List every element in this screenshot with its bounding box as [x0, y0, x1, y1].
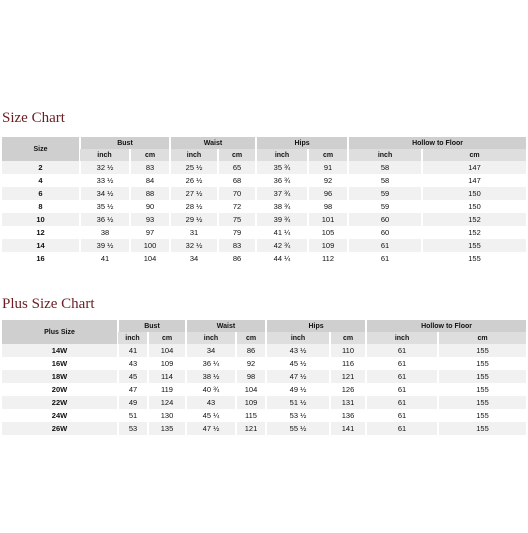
measurement-cell: 86	[236, 344, 266, 357]
measurement-cell: 60	[348, 213, 422, 226]
measurement-cell: 47 ½	[186, 422, 236, 435]
measurement-cell: 88	[130, 187, 170, 200]
size-cell: 4	[2, 174, 80, 187]
measurement-cell: 49	[118, 396, 148, 409]
measurement-cell: 41	[80, 252, 130, 265]
measurement-cell: 61	[366, 383, 438, 396]
measurement-cell: 98	[236, 370, 266, 383]
measurement-cell: 37 ¾	[256, 187, 308, 200]
group-header-waist: Waist	[186, 320, 266, 332]
measurement-cell: 61	[366, 344, 438, 357]
unit-header: inch	[170, 149, 218, 161]
measurement-cell: 124	[148, 396, 186, 409]
measurement-cell: 109	[308, 239, 348, 252]
measurement-cell: 40 ¾	[186, 383, 236, 396]
measurement-cell: 155	[422, 239, 526, 252]
unit-header: cm	[148, 332, 186, 344]
size-cell: 26W	[2, 422, 118, 435]
measurement-cell: 45 ½	[266, 357, 330, 370]
table-row	[2, 226, 526, 239]
unit-header: inch	[80, 149, 130, 161]
measurement-cell: 72	[218, 200, 256, 213]
unit-header: cm	[236, 332, 266, 344]
measurement-cell: 45	[118, 370, 148, 383]
measurement-cell: 155	[438, 383, 526, 396]
measurement-cell: 97	[130, 226, 170, 239]
measurement-cell: 34 ½	[80, 187, 130, 200]
measurement-cell: 44 ¼	[256, 252, 308, 265]
measurement-cell: 51 ½	[266, 396, 330, 409]
measurement-cell: 121	[330, 370, 366, 383]
unit-header: inch	[256, 149, 308, 161]
measurement-cell: 43	[118, 357, 148, 370]
group-header-hips: Hips	[266, 320, 366, 332]
group-header-bust: Bust	[118, 320, 186, 332]
measurement-cell: 27 ½	[170, 187, 218, 200]
table-row	[2, 370, 526, 383]
group-header-hips: Hips	[256, 137, 348, 149]
unit-header: cm	[308, 149, 348, 161]
size-cell: 18W	[2, 370, 118, 383]
measurement-cell: 115	[236, 409, 266, 422]
measurement-cell: 155	[438, 422, 526, 435]
table-row	[2, 252, 526, 265]
measurement-cell: 109	[236, 396, 266, 409]
measurement-cell: 43	[186, 396, 236, 409]
unit-header: cm	[218, 149, 256, 161]
measurement-cell: 51	[118, 409, 148, 422]
table-row	[2, 357, 526, 370]
measurement-cell: 155	[438, 344, 526, 357]
measurement-cell: 112	[308, 252, 348, 265]
measurement-cell: 38	[80, 226, 130, 239]
measurement-cell: 114	[148, 370, 186, 383]
measurement-cell: 34	[186, 344, 236, 357]
measurement-cell: 28 ½	[170, 200, 218, 213]
unit-header: inch	[366, 332, 438, 344]
unit-header: inch	[348, 149, 422, 161]
measurement-cell: 92	[236, 357, 266, 370]
unit-header: cm	[130, 149, 170, 161]
measurement-cell: 121	[236, 422, 266, 435]
measurement-cell: 59	[348, 200, 422, 213]
measurement-cell: 47 ½	[266, 370, 330, 383]
unit-header: cm	[438, 332, 526, 344]
size-cell: 22W	[2, 396, 118, 409]
table-row	[2, 396, 526, 409]
measurement-cell: 84	[130, 174, 170, 187]
table-row	[2, 187, 526, 200]
measurement-cell: 155	[438, 396, 526, 409]
size-cell: 24W	[2, 409, 118, 422]
measurement-cell: 38 ¾	[256, 200, 308, 213]
measurement-cell: 155	[438, 357, 526, 370]
measurement-cell: 150	[422, 200, 526, 213]
size-chart-title: Size Chart	[2, 110, 65, 126]
measurement-cell: 43 ½	[266, 344, 330, 357]
measurement-cell: 60	[348, 226, 422, 239]
measurement-cell: 68	[218, 174, 256, 187]
measurement-cell: 86	[218, 252, 256, 265]
measurement-cell: 83	[218, 239, 256, 252]
measurement-cell: 58	[348, 174, 422, 187]
measurement-cell: 29 ½	[170, 213, 218, 226]
measurement-cell: 152	[422, 213, 526, 226]
measurement-cell: 75	[218, 213, 256, 226]
measurement-cell: 36 ½	[80, 213, 130, 226]
measurement-cell: 34	[170, 252, 218, 265]
plus-size-chart-title: Plus Size Chart	[2, 296, 95, 312]
table-row	[2, 174, 526, 187]
measurement-cell: 104	[148, 344, 186, 357]
measurement-cell: 104	[130, 252, 170, 265]
unit-header: inch	[186, 332, 236, 344]
measurement-cell: 136	[330, 409, 366, 422]
measurement-cell: 59	[348, 187, 422, 200]
measurement-cell: 100	[130, 239, 170, 252]
measurement-cell: 135	[148, 422, 186, 435]
measurement-cell: 26 ½	[170, 174, 218, 187]
measurement-cell: 61	[348, 239, 422, 252]
measurement-cell: 104	[236, 383, 266, 396]
measurement-cell: 32 ½	[170, 239, 218, 252]
measurement-cell: 155	[438, 409, 526, 422]
size-column-header: Size	[2, 137, 80, 161]
measurement-cell: 41 ¼	[256, 226, 308, 239]
table-row	[2, 422, 526, 435]
measurement-cell: 41	[118, 344, 148, 357]
measurement-cell: 110	[330, 344, 366, 357]
measurement-cell: 91	[308, 161, 348, 174]
measurement-cell: 116	[330, 357, 366, 370]
size-cell: 20W	[2, 383, 118, 396]
size-cell: 14	[2, 239, 80, 252]
size-cell: 8	[2, 200, 80, 213]
measurement-cell: 36 ¾	[256, 174, 308, 187]
measurement-cell: 39 ¾	[256, 213, 308, 226]
size-cell: 10	[2, 213, 80, 226]
measurement-cell: 49 ½	[266, 383, 330, 396]
measurement-cell: 93	[130, 213, 170, 226]
unit-header: cm	[422, 149, 526, 161]
size-cell: 6	[2, 187, 80, 200]
measurement-cell: 131	[330, 396, 366, 409]
measurement-cell: 152	[422, 226, 526, 239]
measurement-cell: 141	[330, 422, 366, 435]
size-cell: 2	[2, 161, 80, 174]
plus-size-column-header: Plus Size	[2, 320, 118, 344]
unit-header: cm	[330, 332, 366, 344]
table-row	[2, 239, 526, 252]
group-header-waist: Waist	[170, 137, 256, 149]
measurement-cell: 61	[366, 409, 438, 422]
measurement-cell: 36 ¼	[186, 357, 236, 370]
measurement-cell: 147	[422, 174, 526, 187]
measurement-cell: 109	[148, 357, 186, 370]
measurement-cell: 35 ½	[80, 200, 130, 213]
table-row	[2, 213, 526, 226]
measurement-cell: 35 ¾	[256, 161, 308, 174]
measurement-cell: 155	[422, 252, 526, 265]
table-row	[2, 344, 526, 357]
measurement-cell: 38 ½	[186, 370, 236, 383]
measurement-cell: 101	[308, 213, 348, 226]
measurement-cell: 32 ½	[80, 161, 130, 174]
measurement-cell: 147	[422, 161, 526, 174]
measurement-cell: 25 ½	[170, 161, 218, 174]
measurement-cell: 61	[366, 357, 438, 370]
table-row	[2, 200, 526, 213]
measurement-cell: 96	[308, 187, 348, 200]
measurement-cell: 42 ¾	[256, 239, 308, 252]
measurement-cell: 55 ½	[266, 422, 330, 435]
size-cell: 12	[2, 226, 80, 239]
measurement-cell: 130	[148, 409, 186, 422]
measurement-cell: 98	[308, 200, 348, 213]
measurement-cell: 53	[118, 422, 148, 435]
unit-header: inch	[118, 332, 148, 344]
measurement-cell: 61	[348, 252, 422, 265]
measurement-cell: 83	[130, 161, 170, 174]
size-cell: 14W	[2, 344, 118, 357]
measurement-cell: 53 ½	[266, 409, 330, 422]
group-header-hollow-to-floor: Hollow to Floor	[348, 137, 526, 149]
group-header-hollow-to-floor: Hollow to Floor	[366, 320, 526, 332]
measurement-cell: 79	[218, 226, 256, 239]
measurement-cell: 61	[366, 396, 438, 409]
measurement-cell: 58	[348, 161, 422, 174]
size-cell: 16W	[2, 357, 118, 370]
measurement-cell: 39 ½	[80, 239, 130, 252]
measurement-cell: 105	[308, 226, 348, 239]
table-row	[2, 409, 526, 422]
group-header-bust: Bust	[80, 137, 170, 149]
measurement-cell: 70	[218, 187, 256, 200]
measurement-cell: 45 ¼	[186, 409, 236, 422]
size-chart-table	[2, 137, 526, 265]
measurement-cell: 31	[170, 226, 218, 239]
measurement-cell: 33 ½	[80, 174, 130, 187]
measurement-cell: 61	[366, 370, 438, 383]
measurement-cell: 47	[118, 383, 148, 396]
measurement-cell: 61	[366, 422, 438, 435]
size-cell: 16	[2, 252, 80, 265]
table-row	[2, 383, 526, 396]
measurement-cell: 92	[308, 174, 348, 187]
measurement-cell: 126	[330, 383, 366, 396]
measurement-cell: 150	[422, 187, 526, 200]
measurement-cell: 65	[218, 161, 256, 174]
unit-header: inch	[266, 332, 330, 344]
measurement-cell: 155	[438, 370, 526, 383]
measurement-cell: 90	[130, 200, 170, 213]
measurement-cell: 119	[148, 383, 186, 396]
table-row	[2, 161, 526, 174]
plus-size-chart-table	[2, 320, 526, 435]
